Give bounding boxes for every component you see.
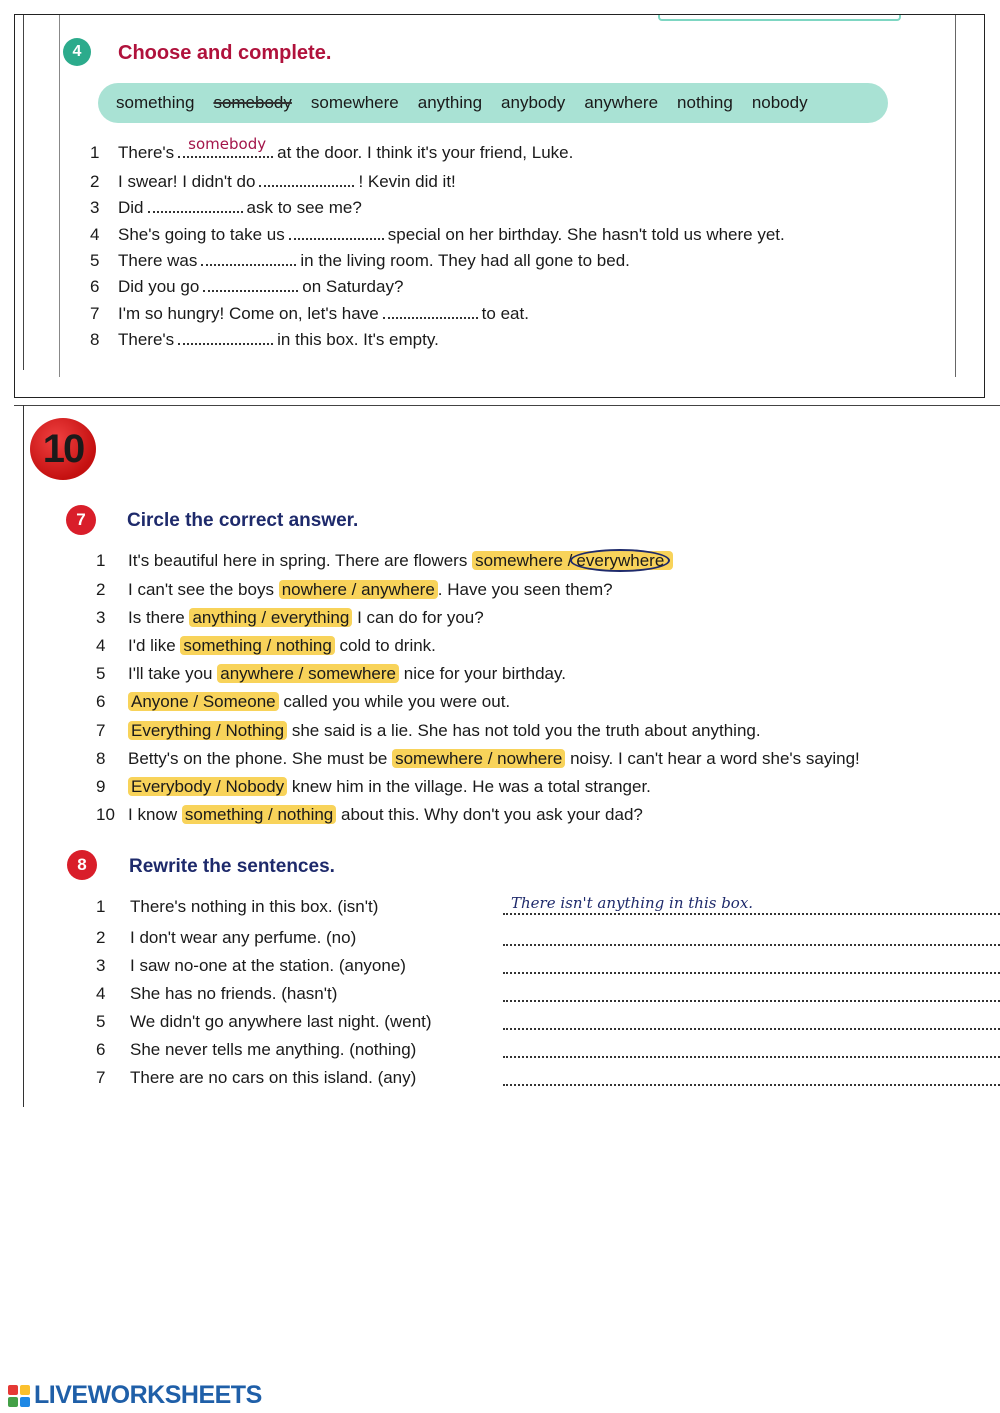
- handwritten-answer: There isn't anything in this box.: [511, 894, 754, 912]
- list-item: [90, 277, 403, 297]
- item-text: I swear! I didn't do: [118, 172, 256, 191]
- item-number: 7: [96, 1068, 106, 1087]
- item-text: There are no cars on this island. (any): [130, 1068, 417, 1087]
- answer-choice[interactable]: Everything / Nothing: [128, 721, 287, 740]
- margin-line: [59, 15, 60, 377]
- item-text: I can't see the boys: [128, 580, 274, 599]
- list-item: [96, 608, 484, 628]
- item-number: 6: [96, 1040, 106, 1059]
- answer-line[interactable]: [503, 982, 1000, 1002]
- item-number: 8: [96, 749, 106, 768]
- answer-choice[interactable]: something / nothing: [182, 805, 336, 824]
- item-text: Betty's on the phone. She must be: [128, 749, 388, 768]
- answer-line[interactable]: [503, 1010, 1000, 1030]
- word-bank-item: something: [116, 93, 195, 112]
- margin-line: [23, 405, 24, 1107]
- word-bank-item: anything: [417, 93, 483, 112]
- exercise-4-number: 4: [63, 38, 91, 66]
- list-item: [96, 749, 860, 769]
- circled-option[interactable]: everywhere: [570, 549, 670, 572]
- item-text: I can do for you?: [357, 608, 484, 627]
- item-text: There's: [118, 330, 175, 349]
- answer-blank[interactable]: [289, 226, 384, 240]
- list-item: [96, 664, 566, 684]
- word-bank-item: nothing: [677, 93, 733, 112]
- item-text: It's beautiful here in spring. There are flowers: [128, 551, 468, 570]
- item-text: I'll take you: [128, 664, 213, 683]
- logo-icon: [8, 1385, 30, 1407]
- item-number: 5: [90, 251, 100, 270]
- item-text: at the door. I think it's your friend, Luke.: [277, 143, 574, 162]
- answer-line[interactable]: [503, 1038, 1000, 1058]
- exercise-7-title: Circle the correct answer.: [127, 510, 359, 531]
- logo-text: LIVEWORKSHEETS: [34, 1381, 262, 1409]
- item-number: 4: [96, 984, 106, 1003]
- item-text: she said is a lie. She has not told you the truth about anything.: [291, 721, 761, 740]
- list-item: [96, 956, 406, 976]
- item-number: 6: [90, 277, 100, 296]
- exercise-8-number: 8: [67, 850, 97, 880]
- list-item: [96, 928, 356, 948]
- item-text: She never tells me anything. (nothing): [130, 1040, 417, 1059]
- word-bank-item: somewhere: [310, 93, 399, 112]
- list-item: [90, 172, 456, 192]
- answer-blank[interactable]: [178, 331, 273, 345]
- item-text: We didn't go anywhere last night. (went): [130, 1012, 432, 1031]
- item-number: 2: [90, 172, 100, 191]
- margin-line: [23, 15, 24, 370]
- item-text: special on her birthday. She hasn't told us where yet.: [387, 225, 785, 244]
- item-number: 3: [96, 608, 106, 627]
- item-text: ask to see me?: [246, 198, 362, 217]
- handwritten-answer: somebody: [188, 135, 267, 153]
- item-text: There's: [118, 143, 175, 162]
- item-text: I'd like: [128, 636, 176, 655]
- item-text: about this. Why don't you ask your dad?: [341, 805, 643, 824]
- exercise-4-title: Choose and complete.: [118, 42, 332, 64]
- list-item: [96, 1012, 432, 1032]
- list-item: [90, 251, 630, 271]
- item-number: 8: [90, 330, 100, 349]
- item-number: 1: [96, 551, 106, 570]
- list-item: [96, 1040, 416, 1060]
- item-text: She's going to take us: [118, 225, 285, 244]
- item-text: . Have you seen them?: [437, 580, 613, 599]
- answer-blank[interactable]: [259, 173, 354, 187]
- list-item: [96, 551, 673, 571]
- answer-choice[interactable]: something / nothing: [180, 636, 334, 655]
- answer-choice[interactable]: Anyone / Someone: [128, 692, 279, 711]
- option-separator: /: [567, 551, 573, 570]
- item-text: on Saturday?: [302, 277, 404, 296]
- list-item: [96, 805, 643, 825]
- answer-choice[interactable]: [472, 551, 673, 570]
- list-item: [96, 692, 510, 712]
- item-number: 5: [96, 664, 106, 683]
- item-text: Did: [118, 198, 144, 217]
- word-bank: [98, 83, 888, 123]
- item-text: Did you go: [118, 277, 200, 296]
- item-text: I know: [128, 805, 178, 824]
- list-item: [96, 1068, 416, 1088]
- item-number: 1: [90, 143, 100, 162]
- item-number: 3: [96, 956, 106, 975]
- answer-blank[interactable]: [178, 135, 273, 158]
- list-item: [96, 897, 378, 917]
- exercise-8-title: Rewrite the sentences.: [129, 856, 335, 877]
- answer-choice[interactable]: anything / everything: [189, 608, 352, 627]
- list-item: [90, 135, 574, 163]
- item-number: 4: [96, 636, 106, 655]
- item-number: 6: [96, 692, 106, 711]
- option[interactable]: somewhere: [475, 551, 563, 570]
- list-item: [96, 984, 337, 1004]
- list-item: [90, 304, 529, 324]
- section-divider: [14, 405, 1000, 406]
- item-text: I'm so hungry! Come on, let's have: [118, 304, 379, 323]
- item-number: 9: [96, 777, 106, 796]
- word-bank-item: anybody: [501, 93, 566, 112]
- item-text: in the living room. They had all gone to bed.: [300, 251, 630, 270]
- item-text: noisy. I can't hear a word she's saying!: [570, 749, 860, 768]
- item-number: 5: [96, 1012, 106, 1031]
- item-text: ! Kevin did it!: [358, 172, 456, 191]
- list-item: [90, 330, 439, 350]
- list-item: [96, 721, 761, 741]
- word-bank-item: nobody: [751, 93, 808, 112]
- item-text: in this box. It's empty.: [277, 330, 439, 349]
- answer-blank[interactable]: [148, 199, 243, 213]
- list-item: [90, 198, 362, 218]
- item-text: knew him in the village. He was a total stranger.: [291, 777, 651, 796]
- answer-choice[interactable]: somewhere / nowhere: [392, 749, 565, 768]
- item-text: There's nothing in this box. (isn't): [130, 897, 379, 916]
- answer-choice[interactable]: anywhere / somewhere: [217, 664, 399, 683]
- item-text: to eat.: [481, 304, 529, 323]
- answer-choice[interactable]: Everybody / Nobody: [128, 777, 287, 796]
- list-item: [96, 636, 436, 656]
- answer-line[interactable]: [503, 895, 1000, 915]
- item-text: I don't wear any perfume. (no): [130, 928, 357, 947]
- answer-line[interactable]: [503, 926, 1000, 946]
- item-number: 7: [90, 304, 100, 323]
- exercise-7-number: 7: [66, 505, 96, 535]
- teal-tab: [658, 15, 901, 21]
- answer-blank[interactable]: [383, 305, 478, 319]
- item-number: 2: [96, 928, 106, 947]
- item-text: There was: [118, 251, 198, 270]
- item-number: 7: [96, 721, 106, 740]
- item-text: She has no friends. (hasn't): [130, 984, 338, 1003]
- item-text: I saw no-one at the station. (anyone): [130, 956, 406, 975]
- answer-blank[interactable]: [201, 252, 296, 266]
- item-number: 2: [96, 580, 106, 599]
- item-text: called you while you were out.: [283, 692, 511, 711]
- liveworksheets-logo[interactable]: [8, 1381, 262, 1410]
- list-item: [96, 580, 613, 600]
- item-text: cold to drink.: [339, 636, 436, 655]
- item-text: Is there: [128, 608, 185, 627]
- item-number: 3: [90, 198, 100, 217]
- word-bank-item-used: somebody: [213, 93, 292, 112]
- list-item: [96, 777, 651, 797]
- answer-line[interactable]: [503, 1066, 1000, 1086]
- unit-number-badge: 10: [30, 418, 96, 480]
- item-number: 10: [96, 805, 115, 824]
- answer-blank[interactable]: [203, 278, 298, 292]
- answer-line[interactable]: [503, 954, 1000, 974]
- list-item: [90, 225, 785, 245]
- item-text: nice for your birthday.: [403, 664, 566, 683]
- margin-line: [955, 15, 956, 377]
- item-number: 4: [90, 225, 100, 244]
- answer-choice[interactable]: nowhere / anywhere: [279, 580, 438, 599]
- word-bank-item: anywhere: [584, 93, 659, 112]
- item-number: 1: [96, 897, 106, 916]
